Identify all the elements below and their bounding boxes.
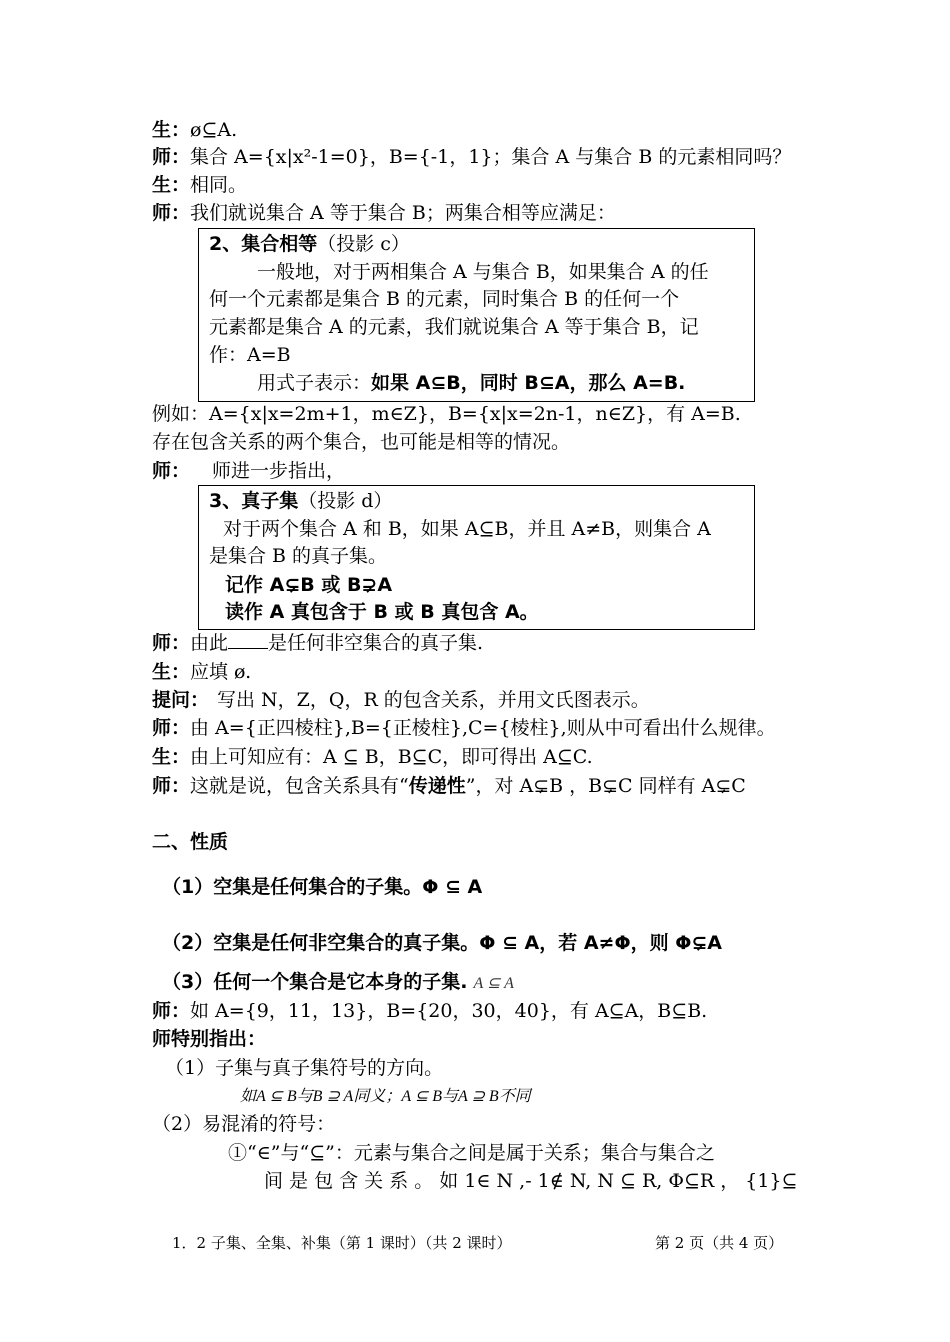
dialogue-text: 集合 A={x|x²-1=0}，B={-1，1}；集合 A 与集合 B 的元素相同吗？ [190,146,792,168]
speaker-label: 师： [152,632,191,654]
dialogue-text: 是任何非空集合的真子集. [268,632,484,654]
projection-note: （投影 c） [317,233,410,255]
dialogue-line [152,200,616,227]
dialogue-text: 这就是说，包含关系具有“ [190,775,409,797]
box-heading [209,488,392,515]
box-heading [209,231,410,258]
formula-bold: 如果 A⊆B，同时 B⊆A，那么 A=B. [371,372,686,394]
speaker-label: 师： [152,1000,191,1022]
box-line: 是集合 B 的真子集。 [209,545,388,567]
property-3 [162,969,514,997]
dialogue-line [152,172,247,199]
dialogue-line [152,744,593,771]
speaker-label: 师： [152,775,191,797]
reading-line: 读作 A 真包含于 B 或 B 真包含 A。 [225,601,539,623]
proper-subset-box [198,485,755,630]
special-item-2b: 间 是 包 含 关 系 。 如 1∈ N ,- 1∉ N, N ⊆ R, Φ⊆R ， {1}⊆ [264,1170,798,1192]
special-title: 师特别指出： [152,1028,267,1050]
dialogue-text: ø⊆A. [190,119,238,141]
box-formula [257,370,685,397]
special-item-2: （2）易混淆的符号： [152,1113,336,1135]
speaker-label: 师： [152,202,191,224]
example-note: 存在包含关系的两个集合，也可能是相等的情况。 [152,431,571,453]
section-title: 二、性质 [152,831,229,853]
speaker-label: 生： [152,174,191,196]
dialogue-line [152,998,707,1025]
speaker-label: 生： [152,661,191,683]
box-line: 一般地，对于两相集合 A 与集合 B，如果集合 A 的任 [257,261,709,283]
formula-prefix: 用式子表示： [257,372,372,394]
dialogue-line [152,144,791,171]
special-item-1-math: 如A ⊆ B与B ⊇ A同义；A ⊆ B与A ⊇ B不同 [240,1088,531,1105]
box-line: 作：A=B [209,344,291,366]
special-item-2a: ①“∈”与“⊆”：元素与集合之间是属于关系；集合与集合之 [228,1142,715,1164]
special-item-1: （1）子集与真子集符号的方向。 [165,1057,444,1079]
dialogue-text: 我们就说集合 A 等于集合 B；两集合相等应满足： [190,202,616,224]
speaker-label: 提问： [152,689,210,711]
heading-text: 2、集合相等 [209,233,318,255]
dialogue-line [152,458,345,485]
example-line: 例如：A={x|x=2m+1，m∈Z}，B={x|x=2n-1，n∈Z}，有 A=B. [152,403,741,425]
speaker-label: 生： [152,746,191,768]
footer-page-number: 第 2 页（共 4 页） [655,1234,784,1252]
dialogue-text: 师进一步指出， [212,460,346,482]
set-equality-box [198,228,755,402]
footer-left: 1．2 子集、全集、补集（第 1 课时）（共 2 课时） [172,1234,512,1252]
property-1: （1）空集是任何集合的子集。Φ ⊆ A [162,876,483,898]
fill-blank [228,630,268,649]
dialogue-text: 由 A={正四棱柱},B={正棱柱},C={棱柱},则从中可看出什么规律。 [190,717,776,739]
dialogue-text: ”，对 A⊊B ，B⊊C 同样有 A⊊C [465,775,746,797]
speaker-label: 师： [152,460,191,482]
dialogue-text: 由上可知应有：A ⊆ B，B⊆C，即可得出 A⊆C. [190,746,593,768]
property-text: （3）任何一个集合是它本身的子集. [162,971,468,993]
emphasis-text: 传递性 [408,775,466,797]
heading-text: 3、真子集 [209,490,299,512]
dialogue-line [152,659,251,686]
dialogue-line [152,773,746,800]
dialogue-text: 相同。 [190,174,248,196]
dialogue-line [152,687,650,714]
property-math: A ⊆ A [473,975,514,992]
box-line: 对于两个集合 A 和 B，如果 A⊆B，并且 A≠B，则集合 A [223,518,711,540]
projection-note: （投影 d） [298,490,393,512]
box-line: 元素都是集合 A 的元素，我们就说集合 A 等于集合 B，记 [209,316,699,338]
dialogue-text: 应填 ø. [190,661,252,683]
dialogue-text: 如 A={9，11，13}，B={20，30，40}，有 A⊆A，B⊆B. [190,1000,708,1022]
dialogue-line [152,630,483,657]
dialogue-text: 由此 [190,632,229,654]
notation-line: 记作 A⊊B 或 B⊋A [225,574,393,596]
box-line: 何一个元素都是集合 B 的元素，同时集合 B 的任何一个 [209,288,680,310]
dialogue-line [152,117,237,144]
dialogue-line [152,715,776,742]
speaker-label: 师： [152,717,191,739]
property-2: （2）空集是任何非空集合的真子集。Φ ⊆ A，若 A≠Φ，则 Φ⊊A [162,932,723,954]
speaker-label: 师： [152,146,191,168]
speaker-label: 生： [152,119,191,141]
dialogue-text: 写出 N，Z，Q，R 的包含关系，并用文氏图表示。 [217,689,650,711]
